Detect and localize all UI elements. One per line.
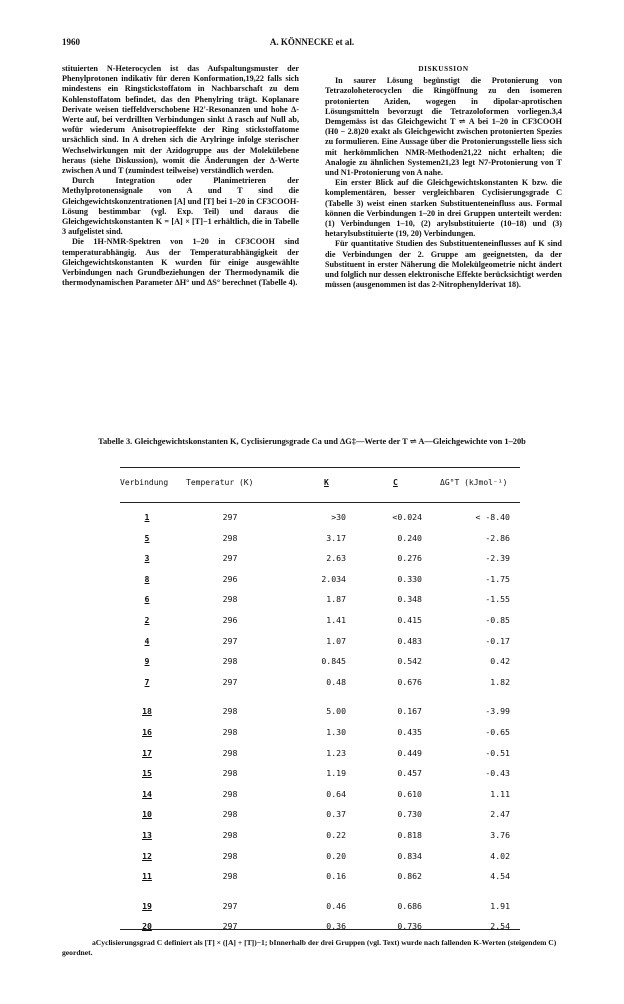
- group-gap: [120, 693, 520, 702]
- table-row: [120, 570, 520, 591]
- cell-verbindung: 11: [142, 871, 152, 882]
- left-paragraph-3: Die 1H-NMR-Spektren von 1–20 in CF3COOH sind temperaturabhängig. Aus der Temperaturabhängigkeit der Gleichgewichtskonstanten K wurden für einige ausgewählte Verbindungen nach Grundbeziehungen der Thermodynamik die thermodynamischen Parameter ΔH° und ΔS° berechnet (Tabelle 4).: [62, 237, 299, 288]
- cell-k: 1.87: [326, 594, 346, 605]
- cell-verbindung: 8: [144, 573, 150, 584]
- cell-k: 0.16: [326, 871, 346, 882]
- cell-temperatur: 298: [222, 706, 238, 717]
- running-head: A. KÖNNECKE et al.: [269, 37, 355, 47]
- right-paragraph-3: Für quantitative Studien des Substituenteneinflusses auf K sind die Verbindungen der 2. Gruppe am geeignetsten, da der Substituent in erster Näherung die Molekülgeometrie nicht ändert und folglich nur dessen elektronische Effekte berücksichtigt werden müssen (ausgenommen ist das 2-Nitrophenylderivat 18).: [325, 239, 562, 290]
- table-caption: Tabelle 3. Gleichgewichtskonstanten K, Cyclisierungsgrade Ca und ΔG‡—Werte der T ⇌ A—Gleichgewichte von 1–20b: [98, 437, 526, 446]
- cell-c: <0.024: [392, 512, 422, 522]
- cell-temperatur: 298: [222, 747, 238, 758]
- table-row: [120, 785, 520, 806]
- cell-verbindung: 17: [142, 747, 152, 758]
- cell-verbindung: 14: [142, 788, 152, 799]
- cell-k: 3.17: [326, 532, 346, 543]
- cell-c: 0.330: [397, 573, 422, 584]
- cell-c: 0.483: [397, 635, 422, 646]
- cell-k: 2.63: [326, 553, 346, 564]
- cell-delta-g: 1.11: [490, 788, 510, 799]
- cell-temperatur: 297: [222, 512, 238, 522]
- cell-temperatur: 298: [222, 532, 238, 543]
- table-body: [120, 508, 520, 938]
- cell-k: 0.845: [321, 656, 346, 667]
- page-number: 1960: [62, 37, 80, 47]
- cell-delta-g: 1.91: [490, 900, 510, 911]
- cell-c: 0.435: [397, 726, 422, 737]
- cell-c: 0.834: [397, 850, 422, 861]
- cell-temperatur: 296: [222, 573, 238, 584]
- table-row: [120, 673, 520, 694]
- cell-k: >30: [331, 512, 346, 522]
- cell-c: 0.686: [397, 900, 422, 911]
- cell-c: 0.610: [397, 788, 422, 799]
- table-row: [120, 590, 520, 611]
- table-row: [120, 702, 520, 723]
- cell-delta-g: -2.86: [485, 532, 510, 543]
- cell-temperatur: 297: [222, 635, 238, 646]
- table-row: [120, 744, 520, 765]
- cell-k: 5.00: [326, 706, 346, 717]
- table-header: [120, 478, 520, 494]
- cell-temperatur: 298: [222, 850, 238, 861]
- cell-c: 0.240: [397, 532, 422, 543]
- cell-verbindung: 6: [144, 594, 150, 605]
- cell-verbindung: 19: [142, 900, 152, 911]
- cell-k: 0.20: [326, 850, 346, 861]
- table-row: [120, 652, 520, 673]
- left-paragraph-1: stituierten N-Heterocyclen ist das Aufspaltungsmuster der Phenylprotonen indikativ für deren Konformation,19,22 falls sich mindestens ein Ringstickstoffatom in Nachbarschaft zu dem Kohlenstoffatom befindet, das den Phenylring trägt. Koplanare Derivate weisen tieffeldverschobene H2'-Resonanzen und hohe Δ-Werte auf, bei verdrillten Verbindungen sinkt Δ rasch auf Null ab, wofür wiederum Anisotropieeffekte der Ring stickstoffatome ursächlich sind. In A drehen sich die Arylringe infolge sterischer Wechselwirkungen mit der Azidogruppe aus der Molekülebene heraus (siehe Diskussion), womit die Änderungen der Δ-Werte zwischen A und T (zumindest teilweise) verständlich werden.: [62, 64, 299, 176]
- table-row: [120, 867, 520, 888]
- cell-k: 0.36: [326, 921, 346, 932]
- cell-temperatur: 297: [222, 676, 238, 687]
- cell-c: 0.676: [397, 676, 422, 687]
- cell-k: 1.19: [326, 768, 346, 779]
- table-row: [120, 917, 520, 938]
- cell-delta-g: 0.42: [490, 656, 510, 667]
- cell-temperatur: 298: [222, 594, 238, 605]
- cell-k: 1.30: [326, 726, 346, 737]
- cell-verbindung: 3: [144, 553, 150, 564]
- cell-c: 0.730: [397, 809, 422, 820]
- cell-c: 0.348: [397, 594, 422, 605]
- cell-delta-g: -1.55: [485, 594, 510, 605]
- cell-verbindung: 12: [142, 850, 152, 861]
- cell-delta-g: 1.82: [490, 676, 510, 687]
- table-footnote: aCyclisierungsgrad C definiert als [T] × ([A] + [T])−1; bInnerhalb der drei Gruppen (vgl. Text) wurde nach fallenden K-Werten (steigendem C) geordnet.: [62, 938, 557, 957]
- cell-temperatur: 297: [222, 553, 238, 564]
- right-paragraph-1: In saurer Lösung begünstigt die Protonierung von Tetrazoloheterocyclen die Ringöffnung zu den isomeren protonierten Aziden, wogegen in dipolar-aprotischen Lösungsmitteln bevorzugt die Tetrazoloformen vorliegen.3,4 Demgemäss ist das Gleichgewicht T ⇌ A bei 1–20 in CF3COOH (H0 − 2.8)20 exakt als Gleichgewicht zwischen protonierten Spezies zu formulieren. Eine Aussage über die Protonierungsstelle liess sich mit herkömmlichen NMR-Methoden21,22 nicht erhalten; die Analogie zu ähnlichen Systemen21,23 legt N7-Protonierung von T und N1-Protonierung von A nahe.: [325, 76, 562, 178]
- cell-verbindung: 13: [142, 829, 152, 840]
- section-title: DISKUSSION: [418, 65, 469, 73]
- cell-k: 1.07: [326, 635, 346, 646]
- cell-delta-g: 3.76: [490, 829, 510, 840]
- cell-c: 0.167: [397, 706, 422, 717]
- cell-verbindung: 15: [142, 768, 152, 779]
- cell-temperatur: 298: [222, 726, 238, 737]
- table-row: [120, 847, 520, 868]
- table-row: [120, 764, 520, 785]
- table-bottom-rule: [120, 929, 520, 930]
- left-column: [62, 64, 299, 288]
- cell-temperatur: 296: [222, 614, 238, 625]
- table-header-rule: [120, 502, 520, 503]
- cell-temperatur: 297: [222, 921, 238, 932]
- cell-k: 1.23: [326, 747, 346, 758]
- table-row: [120, 723, 520, 744]
- cell-verbindung: 2: [144, 614, 150, 625]
- header-verbindung: Verbindung: [120, 478, 169, 487]
- table-row: [120, 549, 520, 570]
- table-row: [120, 897, 520, 918]
- cell-verbindung: 7: [144, 676, 150, 687]
- cell-verbindung: 18: [142, 706, 152, 717]
- cell-c: 0.276: [397, 553, 422, 564]
- cell-verbindung: 20: [142, 921, 152, 932]
- cell-k: 0.64: [326, 788, 346, 799]
- header-k: K: [324, 478, 329, 487]
- cell-c: 0.457: [397, 768, 422, 779]
- cell-delta-g: 4.02: [490, 850, 510, 861]
- cell-delta-g: 4.54: [490, 871, 510, 882]
- right-paragraph-2: Ein erster Blick auf die Gleichgewichtskonstanten K bzw. die komplementären, besser vergleichbaren Cyclisierungsgrade C (Tabelle 3) weist einen starken Substituenteneinfluss aus. Formal können die Verbindungen 1–20 in drei Gruppen unterteilt werden: (1) Verbindungen 1–10, (2) arylsubstituierte (10–18) und (3) hetarylsubstituierte (19, 20) Verbindungen.: [325, 178, 562, 239]
- cell-verbindung: 10: [142, 809, 152, 820]
- cell-c: 0.818: [397, 829, 422, 840]
- cell-k: 0.48: [326, 676, 346, 687]
- cell-verbindung: 9: [144, 656, 150, 667]
- cell-temperatur: 298: [222, 656, 238, 667]
- table-row: [120, 632, 520, 653]
- cell-k: 0.22: [326, 829, 346, 840]
- table-row: [120, 805, 520, 826]
- group-gap: [120, 888, 520, 897]
- cell-verbindung: 1: [144, 512, 150, 522]
- cell-verbindung: 4: [144, 635, 150, 646]
- header-delta-g: ΔG°T (kJmol⁻¹): [440, 478, 508, 487]
- cell-delta-g: -3.99: [485, 706, 510, 717]
- right-column: [325, 64, 562, 290]
- cell-c: 0.542: [397, 656, 422, 667]
- table-row: [120, 826, 520, 847]
- cell-k: 0.46: [326, 900, 346, 911]
- cell-c: 0.736: [397, 921, 422, 932]
- table-row: [120, 508, 520, 529]
- cell-delta-g: < -8.40: [475, 512, 510, 522]
- header-c: C: [393, 478, 398, 487]
- cell-temperatur: 298: [222, 829, 238, 840]
- cell-delta-g: 2.47: [490, 809, 510, 820]
- cell-delta-g: -0.65: [485, 726, 510, 737]
- cell-c: 0.415: [397, 614, 422, 625]
- cell-c: 0.862: [397, 871, 422, 882]
- cell-delta-g: -0.85: [485, 614, 510, 625]
- cell-delta-g: -0.51: [485, 747, 510, 758]
- cell-delta-g: -2.39: [485, 553, 510, 564]
- table-row: [120, 611, 520, 632]
- cell-temperatur: 298: [222, 809, 238, 820]
- cell-c: 0.449: [397, 747, 422, 758]
- cell-delta-g: 2.54: [490, 921, 510, 932]
- cell-delta-g: -0.17: [485, 635, 510, 646]
- table-top-rule: [120, 467, 520, 468]
- cell-verbindung: 5: [144, 532, 150, 543]
- cell-delta-g: -0.43: [485, 768, 510, 779]
- cell-k: 2.034: [321, 573, 346, 584]
- cell-k: 0.37: [326, 809, 346, 820]
- cell-temperatur: 298: [222, 788, 238, 799]
- left-paragraph-2: Durch Integration oder Planimetrieren der Methylprotonensignale von A und T sind die Gleichgewichtskonzentrationen [A] und [T] bei 1–20 in CF3COOH-Lösung bestimmbar (vgl. Exp. Teil) und daraus die Gleichgewichtskonstanten K = [A] × [T]−1 erhältlich, die in Tabelle 3 aufgelistet sind.: [62, 176, 299, 237]
- cell-temperatur: 298: [222, 768, 238, 779]
- table-row: [120, 529, 520, 550]
- page-header: [62, 37, 562, 51]
- header-temperatur: Temperatur (K): [186, 478, 254, 487]
- cell-temperatur: 297: [222, 900, 238, 911]
- cell-verbindung: 16: [142, 726, 152, 737]
- cell-temperatur: 298: [222, 871, 238, 882]
- cell-delta-g: -1.75: [485, 573, 510, 584]
- cell-k: 1.41: [326, 614, 346, 625]
